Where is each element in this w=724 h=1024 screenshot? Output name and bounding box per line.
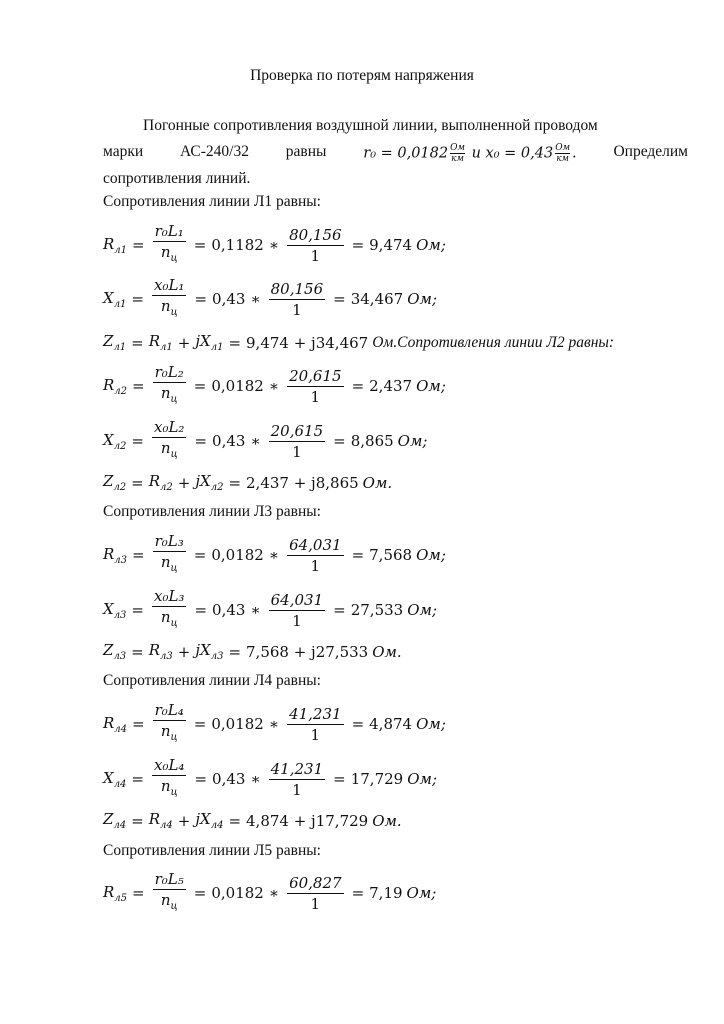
- z-x-term-symbol: jX: [195, 810, 211, 828]
- x-fraction: [152, 276, 186, 322]
- equals-sign: =: [351, 884, 365, 902]
- x-var-symbol: X: [103, 599, 114, 618]
- equals-sign: =: [131, 473, 144, 492]
- equals-sign: =: [193, 715, 207, 733]
- z-x-term: [195, 810, 223, 831]
- equals-sign: =: [228, 642, 242, 661]
- equals-sign: =: [228, 811, 242, 830]
- page-title: Проверка по потерям напряжения: [250, 67, 474, 84]
- denominator-symbol: n: [160, 384, 171, 402]
- denominator-symbol: n: [160, 608, 171, 626]
- r-fraction-numerator: r₀L₅: [154, 870, 184, 888]
- x-var-subscript: л3: [113, 609, 127, 621]
- x-fraction-numerator: x₀L₂: [154, 418, 185, 436]
- x-fraction-denominator: [159, 607, 180, 633]
- equals-sign: =: [351, 546, 365, 564]
- r-var: [103, 545, 127, 566]
- x-var: [103, 600, 126, 621]
- r-fraction-denominator: [159, 721, 180, 747]
- z-r-term: [149, 641, 173, 662]
- times-sign: ∗: [250, 601, 261, 619]
- equals-sign: =: [193, 236, 207, 254]
- length-fraction-numerator: 64,031: [270, 590, 324, 609]
- plus-sign: +: [177, 811, 191, 830]
- equation-x-l3: [103, 587, 437, 633]
- x-result: 8,865: [350, 432, 394, 450]
- x-var-subscript: л2: [113, 440, 127, 452]
- length-fraction-denominator: 1: [292, 780, 302, 799]
- z-var-subscript: л4: [113, 820, 127, 831]
- equals-sign: =: [132, 236, 145, 254]
- section-heading-l5: Сопротивления линии Л5 равны:: [103, 842, 321, 859]
- denominator-symbol: n: [160, 891, 171, 909]
- z-x-term-symbol: jX: [195, 472, 211, 490]
- equals-sign: =: [194, 290, 208, 308]
- z-var: [103, 332, 126, 353]
- r-coefficient: 0,0182: [211, 884, 264, 902]
- z-tail: Ом.: [372, 642, 402, 661]
- x-fraction-numerator: x₀L₄: [154, 756, 185, 774]
- length-fraction: [287, 367, 344, 406]
- r-result: 2,437: [369, 377, 413, 395]
- times-sign: ∗: [268, 715, 280, 733]
- equation-z-l1: [103, 332, 614, 353]
- denominator-subscript: ц: [170, 563, 178, 574]
- z-tail: Ом.Сопротивления линии Л2 равны:: [372, 333, 615, 351]
- equals-sign: =: [333, 770, 346, 788]
- z-r-term: [149, 472, 173, 493]
- unit-om: Ом;: [416, 377, 446, 395]
- r-var-subscript: л5: [114, 892, 128, 904]
- z-x-term: [195, 641, 223, 662]
- x-coefficient: 0,43: [212, 601, 246, 619]
- r-result: 9,474: [369, 236, 413, 254]
- equation-x-l2: [103, 418, 427, 464]
- unit-om: Ом;: [416, 546, 446, 564]
- equals-sign: =: [193, 377, 207, 395]
- denominator-symbol: n: [160, 243, 171, 261]
- length-fraction-numerator: 20,615: [289, 366, 342, 385]
- intro-line-1: Погонные сопротивления воздушной линии, выполненной проводом: [143, 117, 598, 134]
- length-fraction-numerator: 20,615: [270, 421, 324, 440]
- length-fraction-denominator: 1: [310, 725, 321, 744]
- denominator-subscript: ц: [170, 732, 178, 743]
- equation-z-l2: [103, 472, 392, 493]
- z-tail: Ом.: [362, 473, 393, 492]
- unit-om-per-km: $\frac{Ом}{км}$: [555, 143, 571, 164]
- denominator-symbol: n: [160, 439, 171, 457]
- x-var: [103, 431, 126, 452]
- equals-sign: =: [228, 473, 242, 492]
- unit-om: Ом;: [416, 236, 446, 254]
- z-r-term-symbol: R: [148, 472, 161, 490]
- equals-sign: =: [351, 715, 365, 733]
- unit-om: Ом;: [407, 770, 438, 788]
- z-var: [103, 810, 126, 831]
- r-fraction-denominator: [159, 383, 180, 409]
- equals-sign: =: [194, 770, 208, 788]
- times-sign: ∗: [268, 236, 280, 254]
- length-fraction-numerator: 80,156: [270, 279, 324, 298]
- length-fraction-denominator: 1: [310, 246, 321, 265]
- r-fraction: [153, 222, 186, 268]
- equation-z-l4: [103, 810, 402, 831]
- denominator-subscript: ц: [170, 787, 178, 798]
- z-r-term-subscript: л3: [160, 651, 173, 662]
- r-var-symbol: R: [103, 713, 115, 732]
- z-var-subscript: л1: [113, 342, 127, 353]
- unit-om: Ом;: [406, 884, 437, 902]
- equals-sign: =: [131, 642, 144, 661]
- denominator-subscript: ц: [170, 449, 178, 460]
- x-fraction-numerator: x₀L₁: [154, 276, 185, 294]
- equation-r-l1: [103, 222, 446, 268]
- equation-x-l1: [103, 276, 437, 322]
- x-fraction-denominator: [159, 776, 180, 802]
- r-result: 4,874: [369, 715, 413, 733]
- intro-line-2: [103, 143, 688, 164]
- z-value: 9,474 + j34,467: [246, 333, 369, 352]
- length-fraction-numerator: 41,231: [289, 704, 342, 723]
- equals-sign: =: [193, 884, 207, 902]
- z-r-term-subscript: л4: [160, 820, 173, 831]
- z-x-term-subscript: л1: [210, 342, 224, 353]
- x-var-subscript: л4: [113, 778, 127, 790]
- denominator-symbol: n: [160, 297, 171, 315]
- denominator-subscript: ц: [170, 307, 178, 318]
- equals-sign: =: [193, 546, 207, 564]
- equals-sign: =: [132, 377, 145, 395]
- z-r-term-subscript: л2: [160, 482, 173, 493]
- section-heading-l1: Сопротивления линии Л1 равны:: [103, 193, 321, 210]
- r-fraction-numerator: r₀L₄: [154, 701, 184, 719]
- equals-sign: =: [131, 811, 144, 830]
- r-var: [103, 235, 127, 256]
- r-var: [103, 883, 127, 904]
- z-x-term-symbol: jX: [195, 332, 211, 350]
- z-x-term-symbol: jX: [195, 641, 211, 659]
- length-fraction: [287, 536, 344, 575]
- denominator-symbol: n: [160, 777, 171, 795]
- length-fraction: [269, 280, 326, 319]
- equals-sign: =: [131, 290, 144, 308]
- z-var: [103, 641, 126, 662]
- x-var: [103, 769, 126, 790]
- r-fraction: [153, 701, 186, 747]
- equals-sign: =: [333, 432, 346, 450]
- r-var: [103, 376, 127, 397]
- r-fraction-denominator: [159, 890, 180, 916]
- z-value: 7,568 + j27,533: [246, 642, 369, 661]
- x-var-subscript: л1: [113, 298, 127, 310]
- x-coefficient: 0,43: [212, 290, 246, 308]
- equals-sign: =: [333, 601, 346, 619]
- z-r-term-symbol: R: [148, 332, 161, 350]
- equation-z-l3: [103, 641, 402, 662]
- denominator-subscript: ц: [170, 394, 178, 405]
- intro-r0-formula: r₀ = 0,0182 $\frac{Ом}{км}$ и x₀ = 0,43 $\frac{Ом}{км}$ .: [363, 143, 577, 164]
- r-var-subscript: л1: [114, 244, 128, 256]
- r-coefficient: 0,0182: [211, 546, 264, 564]
- r-fraction: [153, 532, 186, 578]
- x-fraction-denominator: [159, 296, 180, 322]
- unit-om: Ом;: [397, 432, 428, 450]
- denominator-symbol: n: [160, 553, 171, 571]
- x-coefficient: 0,43: [212, 432, 246, 450]
- equals-sign: =: [131, 333, 144, 352]
- z-var-symbol: Z: [103, 472, 114, 490]
- r-var: [103, 714, 127, 735]
- denominator-symbol: n: [160, 722, 171, 740]
- length-fraction-denominator: 1: [310, 894, 321, 913]
- intro-line-3: сопротивления линий.: [103, 170, 251, 187]
- z-x-term: [195, 472, 223, 493]
- length-fraction-numerator: 64,031: [289, 535, 342, 554]
- x-var-symbol: X: [103, 430, 114, 449]
- r-coefficient: 0,0182: [211, 377, 264, 395]
- r-var-subscript: л4: [114, 723, 128, 735]
- unit-om: Ом;: [416, 715, 446, 733]
- r-var-subscript: л2: [114, 385, 128, 397]
- equals-sign: =: [228, 333, 242, 352]
- plus-sign: +: [177, 473, 191, 492]
- r-fraction-numerator: r₀L₁: [154, 222, 184, 240]
- z-r-term-subscript: л1: [160, 342, 173, 353]
- length-fraction-denominator: 1: [292, 611, 302, 630]
- equals-sign: =: [194, 601, 208, 619]
- denominator-subscript: ц: [170, 901, 178, 912]
- r-var-symbol: R: [103, 234, 115, 253]
- r-result: 7,568: [369, 546, 413, 564]
- denominator-subscript: ц: [170, 253, 178, 264]
- x-result: 27,533: [350, 601, 404, 619]
- z-r-term: [149, 332, 173, 353]
- times-sign: ∗: [250, 770, 261, 788]
- length-fraction: [287, 226, 344, 265]
- z-var-symbol: Z: [103, 810, 114, 828]
- z-var-symbol: Z: [103, 641, 114, 659]
- equation-r-l3: [103, 532, 446, 578]
- r-coefficient: 0,0182: [211, 715, 264, 733]
- times-sign: ∗: [250, 290, 261, 308]
- z-var-subscript: л2: [113, 482, 127, 493]
- r-fraction-numerator: r₀L₂: [154, 363, 184, 381]
- equals-sign: =: [132, 884, 145, 902]
- z-x-term: [195, 332, 223, 353]
- times-sign: ∗: [268, 884, 280, 902]
- length-fraction: [269, 422, 326, 461]
- unit-om-per-km: $\frac{Ом}{км}$: [450, 143, 465, 164]
- x-var-symbol: X: [103, 768, 114, 787]
- equals-sign: =: [333, 290, 346, 308]
- equals-sign: =: [351, 377, 365, 395]
- z-value: 2,437 + j8,865: [246, 473, 359, 492]
- equation-r-l5: [103, 870, 436, 916]
- r-result: 7,19: [369, 884, 403, 902]
- r-var-symbol: R: [103, 882, 115, 901]
- x-coefficient: 0,43: [212, 770, 246, 788]
- length-fraction-denominator: 1: [310, 387, 321, 406]
- length-fraction: [269, 591, 326, 630]
- section-heading-l3: Сопротивления линии Л3 равны:: [103, 503, 321, 520]
- x-fraction-denominator: [159, 438, 180, 464]
- r-fraction: [153, 870, 186, 916]
- r-fraction-numerator: r₀L₃: [154, 532, 184, 550]
- length-fraction-denominator: 1: [292, 442, 302, 461]
- z-x-term-subscript: л4: [210, 820, 224, 831]
- z-x-term-subscript: л2: [210, 482, 224, 493]
- r-var-symbol: R: [103, 375, 115, 394]
- x-result: 17,729: [350, 770, 404, 788]
- z-var: [103, 472, 126, 493]
- plus-sign: +: [177, 642, 191, 661]
- unit-om: Ом;: [407, 601, 438, 619]
- equation-r-l2: [103, 363, 446, 409]
- r-fraction-denominator: [159, 242, 180, 268]
- x-fraction: [152, 418, 186, 464]
- intro-wire-brand: АС-240/32: [179, 143, 249, 160]
- length-fraction: [287, 874, 344, 913]
- z-x-term-subscript: л3: [210, 651, 224, 662]
- equation-r-l4: [103, 701, 446, 747]
- unit-om: Ом;: [407, 290, 438, 308]
- section-heading-l4: Сопротивления линии Л4 равны:: [103, 672, 321, 689]
- length-fraction: [287, 705, 344, 744]
- z-tail: Ом.: [372, 811, 402, 830]
- times-sign: ∗: [250, 432, 261, 450]
- length-fraction-numerator: 41,231: [270, 759, 324, 778]
- x-result: 34,467: [350, 290, 404, 308]
- z-r-term-symbol: R: [148, 641, 161, 659]
- intro-word-ravny: равны: [285, 143, 327, 160]
- denominator-subscript: ц: [170, 618, 178, 629]
- x-var-symbol: X: [103, 288, 114, 307]
- times-sign: ∗: [268, 546, 280, 564]
- x-fraction: [152, 756, 186, 802]
- x-var: [103, 289, 126, 310]
- length-fraction-denominator: 1: [310, 556, 321, 575]
- r-fraction-denominator: [159, 552, 180, 578]
- z-var-symbol: Z: [103, 332, 114, 350]
- times-sign: ∗: [268, 377, 280, 395]
- length-fraction-denominator: 1: [292, 300, 302, 319]
- z-value: 4,874 + j17,729: [246, 811, 369, 830]
- equation-x-l4: [103, 756, 437, 802]
- equals-sign: =: [131, 432, 144, 450]
- r-fraction: [153, 363, 186, 409]
- equals-sign: =: [194, 432, 208, 450]
- equals-sign: =: [132, 715, 145, 733]
- x-fraction-numerator: x₀L₃: [154, 587, 185, 605]
- equals-sign: =: [132, 546, 145, 564]
- length-fraction: [269, 760, 326, 799]
- equals-sign: =: [351, 236, 365, 254]
- z-r-term: [149, 810, 173, 831]
- x-fraction: [152, 587, 186, 633]
- z-r-term-symbol: R: [148, 810, 161, 828]
- equals-sign: =: [131, 770, 144, 788]
- r-var-symbol: R: [103, 544, 115, 563]
- plus-sign: +: [177, 333, 191, 352]
- equals-sign: =: [131, 601, 144, 619]
- r-coefficient: 0,1182: [211, 236, 264, 254]
- r-var-subscript: л3: [114, 554, 128, 566]
- intro-word-define: Определим: [613, 143, 688, 160]
- length-fraction-numerator: 80,156: [289, 225, 342, 244]
- z-var-subscript: л3: [113, 651, 127, 662]
- intro-word-marki: марки: [103, 143, 144, 160]
- length-fraction-numerator: 60,827: [289, 873, 342, 892]
